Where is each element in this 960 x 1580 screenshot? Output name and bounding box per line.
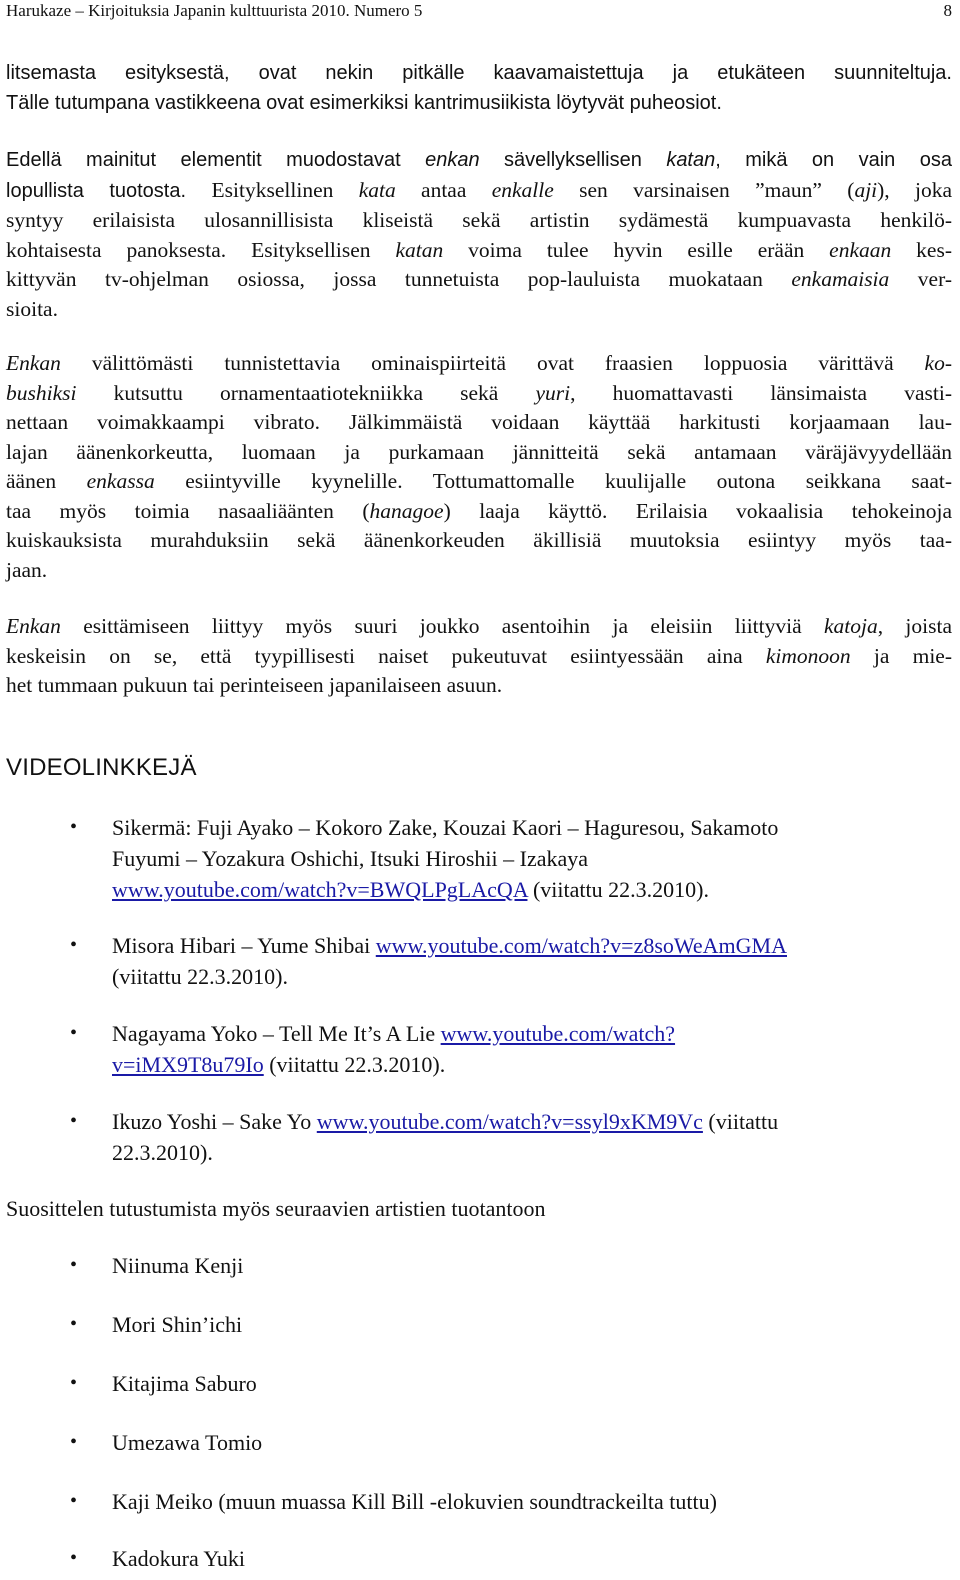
bullet-icon: •: [70, 1022, 78, 1044]
bullet-icon: •: [70, 934, 78, 956]
video-link[interactable]: v=iMX9T8u79Io: [112, 1052, 264, 1077]
paragraph-line: jaan.: [6, 557, 48, 582]
artist-name: Mori Shin’ichi: [112, 1312, 243, 1337]
paragraph-line: taa myös toimia nasaaliäänten (hanagoe) laaja käyttö. Erilaisia vokaalisia tehokeinoja: [6, 498, 953, 523]
intro-line: Tälle tutumpana vastikkeena ovat esimerkiksi kantrimusiikista löytyvät puheosiot.: [6, 91, 722, 114]
video-link[interactable]: www.youtube.com/watch?v=ssyl9xKM9Vc: [316, 1109, 703, 1134]
paragraph-line: Edellä mainitut elementit muodostavat enkan sävellyksellisen katan, mikä on vain osa: [6, 149, 952, 171]
bullet-icon: •: [70, 1254, 78, 1276]
artist-name: Umezawa Tomio: [112, 1430, 263, 1455]
page-header: [6, 0, 952, 22]
intro-line: litsemasta esityksestä, ovat nekin pitkälle kaavamaistettuja ja etukäteen suunniteltuja.: [6, 62, 952, 84]
paragraph-line: bushiksi kutsuttu ornamentaatiotekniikka sekä yuri, huomattavasti länsimaista vasti-: [6, 380, 952, 405]
paragraph-performance: [6, 612, 952, 701]
video-link[interactable]: www.youtube.com/watch?v=z8soWeAmGMA: [375, 933, 787, 958]
video-link[interactable]: www.youtube.com/watch?v=BWQLPgLAcQA: [112, 877, 528, 902]
paragraph-characteristics: [6, 349, 952, 585]
paragraph-line: Enkan välittömästi tunnistettavia ominaispiirteitä ovat fraasien loppuosia värittävä ko-: [6, 351, 952, 375]
paragraph-line: Enkan esittämiseen liittyy myös suuri joukko asentoihin ja eleisiin liittyviä katoja, joista: [6, 614, 952, 638]
artist-name: Kadokura Yuki: [112, 1546, 245, 1571]
video-entry-text: Nagayama Yoko – Tell Me It’s A Lie www.youtube.com/watch? v=iMX9T8u79Io (viitattu 22.3.2010).: [112, 1021, 676, 1077]
paragraph-line: keskeisin on se, että tyypillisesti naiset pukeutuvat esiintyessään aina kimonoon ja mie-: [6, 643, 952, 668]
recommendation-intro: Suosittelen tutustumista myös seuraavien artistien tuotantoon: [6, 1196, 546, 1221]
video-entry-text: Ikuzo Yoshi – Sake Yo www.youtube.com/watch?v=ssyl9xKM9Vc (viitattu 22.3.2010).: [112, 1109, 779, 1165]
paragraph-line: kuiskauksista murahduksiin sekä äänenkorkeuden äkillisiä muutoksia esiintyy myös taa-: [6, 528, 952, 552]
paragraph-line: lopullista tuotosta. Esityksellinen kata antaa enkalle sen varsinaisen ”maun” (aji), joka: [6, 177, 953, 202]
intro-paragraph: [6, 59, 952, 118]
paragraph-line: kittyvän tv-ohjelman osiossa, jossa tunnetuista pop-lauluista muokataan enkamaisia ver-: [6, 267, 952, 291]
artist-name: Kaji Meiko (muun muassa Kill Bill -elokuvien soundtrackeilta tuttu): [112, 1489, 717, 1514]
bullet-icon: •: [70, 1313, 78, 1335]
bullet-icon: •: [70, 1110, 78, 1132]
publication-title: Harukaze – Kirjoituksia Japanin kulttuurista 2010. Numero 5: [6, 1, 423, 20]
page-number: 8: [943, 1, 952, 20]
video-link[interactable]: www.youtube.com/watch?: [440, 1021, 676, 1046]
paragraph-line: sioita.: [6, 296, 58, 321]
video-entry-text: Sikermä: Fuji Ayako – Kokoro Zake, Kouzai Kaori – Haguresou, Sakamoto Fuyumi – Yozakura Oshichi, Itsuki Hiroshii – Izakaya www.youtube.com/watch?v=BWQLPgLAcQA (viitattu 22.3.2010).: [112, 815, 779, 902]
paragraph-line: lajan äänenkorkeutta, luomaan ja purkamaan jännitteitä sekä antamaan väräjävyydellään: [6, 439, 952, 464]
video-links-heading: VIDEOLINKKEJÄ: [6, 754, 197, 781]
paragraph-line: syntyy erilaisista ulosannillisista kliseistä sekä artistin sydämestä kumpuavasta henkilö-: [6, 208, 952, 232]
artist-name: Niinuma Kenji: [112, 1253, 244, 1278]
artist-name: Kitajima Saburo: [112, 1371, 257, 1396]
bullet-icon: •: [70, 1547, 78, 1569]
paragraph-line: kohtaisesta panoksesta. Esityksellisen katan voima tulee hyvin esille erään enkaan kes-: [6, 237, 953, 262]
bullet-icon: •: [70, 1431, 78, 1453]
bullet-icon: •: [70, 1372, 78, 1394]
paragraph-line: nettaan voimakkaampi vibrato. Jälkimmäistä voidaan käyttää harkitusti korjaamaan lau-: [6, 410, 952, 434]
bullet-icon: •: [70, 816, 78, 838]
video-entry-text: Misora Hibari – Yume Shibai www.youtube.com/watch?v=z8soWeAmGMA (viitattu 22.3.2010).: [112, 933, 787, 989]
bullet-icon: •: [70, 1490, 78, 1512]
paragraph-line: äänen enkassa esiintyville kyynelille. Tottumattomalle kuulijalle outona seikkana saat-: [6, 469, 952, 493]
paragraph-composition: [6, 146, 952, 324]
paragraph-line: het tummaan pukuun tai perinteiseen japanilaiseen asuun.: [6, 673, 503, 697]
